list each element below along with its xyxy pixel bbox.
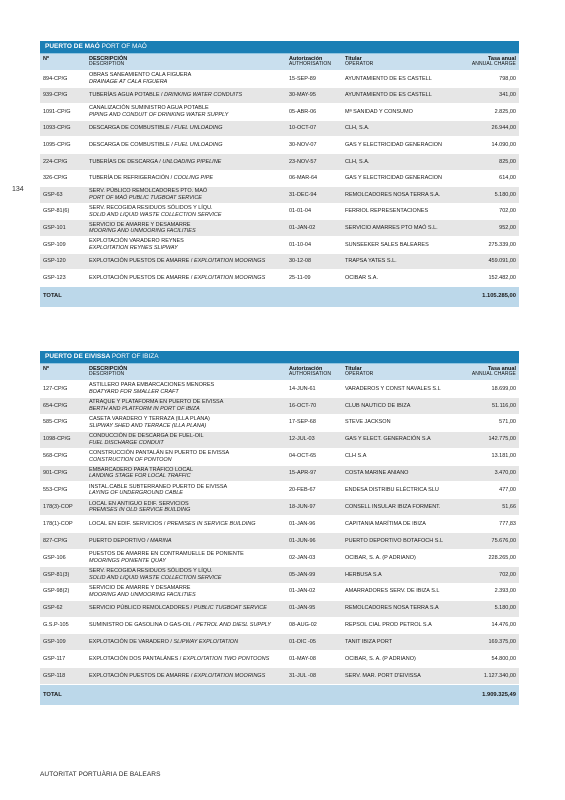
col-operator	[342, 364, 463, 381]
cell-authorisation-date: 12-JUL-03	[286, 431, 342, 448]
cell-annual-charge: 477,00	[463, 482, 519, 499]
cell-description	[86, 414, 286, 431]
description-es: SERV. RECOGIDA RESIDUOS SÓLIDOS Y LÍQU.	[89, 205, 213, 212]
cell-description	[86, 187, 286, 204]
cell-authorisation-date: 31-DEC-94	[286, 187, 342, 204]
cell-operator: TANIT IBIZA PORT	[342, 634, 463, 651]
cell-no: 1093-CP/G	[40, 120, 86, 137]
description-es: CASETA VARADERO Y TERRAZA (ILLA PLANA)	[89, 416, 210, 423]
cell-operator: SERVICIO AMARRES PTO MAÓ S.L.	[342, 220, 463, 237]
table-row	[40, 71, 519, 88]
cell-no: 939-CP/G	[40, 87, 86, 104]
cell-annual-charge: 5.180,00	[463, 187, 519, 204]
cell-operator: PUERTO DEPORTIVO BOTAFOCH S.L	[342, 533, 463, 550]
description-es: SERV. PÚBLICO REMOLCADORES PTO. MAÓ	[89, 188, 208, 195]
table-row	[40, 120, 519, 137]
cell-annual-charge: 18.699,00	[463, 381, 519, 398]
description-en: UNLOADING PIPELINE	[162, 158, 222, 165]
cell-annual-charge: 1.127.340,00	[463, 668, 519, 685]
description-en: MARINA	[150, 537, 172, 544]
description-en: PUBLIC TUGBOAT SERVICE	[193, 605, 267, 612]
cell-no: GSP-101	[40, 220, 86, 237]
description-es: CONDUCCIÓN DE DESCARGA DE FUEL-OIL	[89, 433, 204, 440]
description-es: PUERTO DEPORTIVO /	[89, 537, 149, 544]
description-es: SERVICIO DE AMARRE Y DESAMARRE	[89, 585, 191, 592]
cell-description	[86, 482, 286, 499]
cell-authorisation-date: 05-ABR-06	[286, 104, 342, 121]
table-row	[40, 414, 519, 431]
cell-authorisation-date: 04-OCT-65	[286, 448, 342, 465]
cell-authorisation-date: 30-NOV-07	[286, 137, 342, 154]
col-authorisation-label: Autorización	[289, 56, 323, 62]
description-en: PREMISES IN OLD SERVICE BUILDING	[89, 507, 191, 514]
table-row	[40, 448, 519, 465]
description-en: PETROL AND DIESL SUPPLY	[196, 622, 271, 629]
cell-no: GSP-117	[40, 651, 86, 668]
cell-no: GSP-118	[40, 668, 86, 685]
cell-authorisation-date: 06-MAR-64	[286, 170, 342, 187]
table-row	[40, 253, 519, 270]
table-row	[40, 617, 519, 634]
table-row	[40, 154, 519, 171]
cell-operator: FERRIOL REPRESENTACIONES	[342, 203, 463, 220]
cell-operator: CONSELL INSULAR IBIZA FORMENT.	[342, 499, 463, 516]
table-row	[40, 203, 519, 220]
description-en: SOLID AND LIQUID WASTE COLLECTION SERVICE	[89, 574, 222, 581]
cell-description	[86, 87, 286, 104]
cell-no: 585-CP/G	[40, 414, 86, 431]
cell-authorisation-date: 01-JAN-02	[286, 583, 342, 600]
cell-description	[86, 253, 286, 270]
cell-no: 901-CP/G	[40, 465, 86, 482]
cell-no: 178(1)-COP	[40, 516, 86, 533]
description-es: DESCARGA DE COMBUSTIBLE /	[89, 125, 173, 132]
description-es: EXPLOTACIÓN DOS PANTALÁNES /	[89, 655, 182, 662]
description-en: PIPING AND CONDUIT OF DRINKING WATER SUPPLY	[89, 112, 229, 119]
col-description-en: DESCRIPTION	[89, 61, 125, 68]
table-row	[40, 499, 519, 516]
cell-operator: OCIBAR S.A.	[342, 270, 463, 287]
table-row	[40, 431, 519, 448]
cell-no: 224-CP/G	[40, 154, 86, 171]
col-authorisation-en: AUTHORISATION	[289, 371, 332, 378]
cell-annual-charge: 777,83	[463, 516, 519, 533]
cell-annual-charge: 169.375,00	[463, 634, 519, 651]
col-description-label: DESCRIPCIÓN	[89, 366, 128, 372]
table-row	[40, 549, 519, 566]
cell-annual-charge: 275.339,00	[463, 237, 519, 254]
cell-no: GSP-109	[40, 634, 86, 651]
cell-operator: GAS Y ELECT. GENERACIÓN S.A	[342, 431, 463, 448]
cell-annual-charge: 142.775,00	[463, 431, 519, 448]
cell-annual-charge: 54.800,00	[463, 651, 519, 668]
description-en: LANDING STAGE FOR LOCAL TRAFFIC	[89, 473, 191, 480]
table-row	[40, 634, 519, 651]
description-es: PUESTOS DE AMARRE EN CONTRAMUELLE DE PONIENTE	[89, 551, 244, 558]
col-no: Nº	[40, 364, 86, 381]
description-es: OBRAS SANEAMIENTO CALA FIGUERA	[89, 72, 192, 79]
cell-operator: CAPITANIA MARÍTIMA DE IBIZA	[342, 516, 463, 533]
table-row	[40, 137, 519, 154]
cell-operator: GAS Y ELECTRICIDAD GENERACION	[342, 170, 463, 187]
cell-annual-charge: 702,00	[463, 566, 519, 583]
cell-description	[86, 566, 286, 583]
section-title-en: PORT OF MAÓ	[101, 43, 147, 50]
cell-description	[86, 448, 286, 465]
cell-description	[86, 397, 286, 414]
description-en: SOLID AND LIQUID WASTE COLLECTION SERVICE	[89, 211, 222, 218]
description-en: COOLING PIPE	[173, 175, 214, 182]
cell-no: GSP-81(3)	[40, 566, 86, 583]
section-header	[40, 351, 519, 364]
section-port-of-ibiza	[40, 351, 519, 706]
cell-authorisation-date: 14-JUN-61	[286, 381, 342, 398]
cell-annual-charge: 228.265,00	[463, 549, 519, 566]
cell-description	[86, 634, 286, 651]
concessions-table	[40, 54, 519, 308]
total-label: TOTAL	[40, 286, 86, 307]
description-en: EXPLOITATION REYNES SLIPWAY	[89, 244, 178, 251]
cell-description	[86, 499, 286, 516]
cell-no: GSP-81(6)	[40, 203, 86, 220]
table-row	[40, 583, 519, 600]
col-annual-charge-label: Tasa anual	[487, 56, 516, 62]
table-row	[40, 668, 519, 685]
col-annual-charge	[463, 54, 519, 71]
cell-annual-charge: 825,00	[463, 154, 519, 171]
cell-description	[86, 465, 286, 482]
cell-description	[86, 237, 286, 254]
cell-no: 127-CP/G	[40, 381, 86, 398]
col-operator-en: OPERATOR	[345, 61, 374, 68]
description-es: SERVICIO PÚBLICO REMOLCADORES /	[89, 605, 193, 612]
cell-no: 894-CP/G	[40, 71, 86, 88]
cell-operator: STEVE JACKSON	[342, 414, 463, 431]
description-en: BOATYARD FOR SMALLER CRAFT	[89, 389, 179, 395]
cell-annual-charge: 14.090,00	[463, 137, 519, 154]
table-body	[40, 381, 519, 685]
cell-annual-charge: 152.482,00	[463, 270, 519, 287]
table-row	[40, 170, 519, 187]
description-en: SLIPWAY SHED AND TERRACE (ILLA PLANA)	[89, 422, 207, 429]
description-es: ASTILLERO PARA EMBARCACIONES MENORES	[89, 382, 215, 389]
description-en: FUEL UNLOADING	[174, 125, 223, 132]
description-es: EXPLOTACIÓN PUESTOS DE AMARRE /	[89, 672, 193, 679]
col-annual-charge-en: ANNUAL CHARGE	[471, 61, 516, 68]
cell-annual-charge: 798,00	[463, 71, 519, 88]
cell-annual-charge: 13.181,00	[463, 448, 519, 465]
section-title: PUERTO DE MAÓ	[45, 43, 100, 50]
cell-annual-charge: 341,00	[463, 87, 519, 104]
description-es: EXPLOTACIÓN PUESTOS DE AMARRE /	[89, 258, 193, 265]
footer-authority-name: AUTORITAT PORTUÀRIA DE BALEARS	[40, 771, 161, 778]
cell-authorisation-date: 23-NOV-57	[286, 154, 342, 171]
cell-annual-charge: 5.180,00	[463, 600, 519, 617]
cell-description	[86, 600, 286, 617]
cell-no: GSP-123	[40, 270, 86, 287]
col-annual-charge	[463, 364, 519, 381]
total-label: TOTAL	[40, 685, 86, 706]
table-body	[40, 71, 519, 287]
cell-authorisation-date: 01-JAN-02	[286, 220, 342, 237]
description-en: MOORINGS PONIENTE QUAY	[89, 557, 166, 564]
description-es: LOCAL EN EDIF. SERVICIOS /	[89, 520, 166, 527]
col-operator-label: Titular	[345, 366, 362, 372]
page-number: 134	[12, 186, 24, 193]
section-title: PUERTO DE EIVISSA	[45, 353, 111, 360]
cell-no: GSP-62	[40, 600, 86, 617]
cell-no: 654-CP/G	[40, 397, 86, 414]
cell-no: 1095-CP/G	[40, 137, 86, 154]
col-annual-charge-en: ANNUAL CHARGE	[471, 371, 516, 378]
cell-authorisation-date: 08-AUG-02	[286, 617, 342, 634]
description-es: TUBERÍA DE REFRIGERACIÓN /	[89, 175, 173, 182]
cell-annual-charge: 14.476,00	[463, 617, 519, 634]
description-en: FUEL DISCHARGE CONDUIT	[89, 439, 164, 446]
description-en: SLIPWAY EXPLOITATION	[173, 639, 239, 646]
total-value: 1.105.285,00	[463, 286, 519, 307]
description-en: LAYING OF UNDERGROUND CABLE	[89, 490, 183, 497]
table-row	[40, 566, 519, 583]
cell-description	[86, 137, 286, 154]
col-operator	[342, 54, 463, 71]
cell-operator: SERV. MAR. PORT D'EIVISSA	[342, 668, 463, 685]
cell-authorisation-date: 16-OCT-70	[286, 397, 342, 414]
cell-description	[86, 154, 286, 171]
cell-annual-charge: 3.470,00	[463, 465, 519, 482]
cell-operator: HERBUSA S.A	[342, 566, 463, 583]
table-row	[40, 104, 519, 121]
cell-operator: GAS Y ELECTRICIDAD GENERACION	[342, 137, 463, 154]
description-en: EXPLOITATION TWO PONTOONS	[182, 655, 270, 662]
table-row	[40, 533, 519, 550]
description-en: MOORING AND UNMOORING FACILITIES	[89, 591, 196, 598]
cell-authorisation-date: 01-10-04	[286, 237, 342, 254]
table-row	[40, 482, 519, 499]
cell-authorisation-date: 01-JAN-95	[286, 600, 342, 617]
table-row	[40, 600, 519, 617]
description-es: SUMINISTRO DE GASOLINA O GAS-OIL /	[89, 622, 195, 629]
cell-authorisation-date: 17-SEP-68	[286, 414, 342, 431]
cell-no: GSP-98(2)	[40, 583, 86, 600]
description-es: INSTAL.CABLE SUBTERRANEO PUERTO DE EIVISSA	[89, 483, 228, 490]
total-row	[40, 685, 519, 706]
cell-operator: AMARRADORES SERV. DE IBIZA S.L	[342, 583, 463, 600]
description-es: EXPLOTACIÓN VARADERO REYNES	[89, 238, 184, 245]
cell-operator: OCIBAR, S. A. (P ADRIANO)	[342, 549, 463, 566]
cell-authorisation-date: 30-12-08	[286, 253, 342, 270]
cell-description	[86, 533, 286, 550]
cell-annual-charge: 2.393,00	[463, 583, 519, 600]
cell-no: 178(3)-COP	[40, 499, 86, 516]
description-es: EXPLOTACIÓN PUESTOS DE AMARRE /	[89, 274, 193, 281]
table-row	[40, 270, 519, 287]
cell-description	[86, 583, 286, 600]
cell-authorisation-date: 01-MAY-08	[286, 651, 342, 668]
description-es: SERV. RECOGIDA RESIDUOS SÓLIDOS Y LÍQU.	[89, 568, 213, 575]
cell-operator: AYUNTAMIENTO DE ES CASTELL	[342, 71, 463, 88]
cell-annual-charge: 51.116,00	[463, 397, 519, 414]
description-en: PORT OF MAÓ PUBLIC TUGBOAT SERVICE	[89, 195, 202, 202]
cell-no: GSP-106	[40, 549, 86, 566]
description-es: DESCARGA DE COMBUSTIBLE /	[89, 141, 173, 148]
table-row	[40, 465, 519, 482]
description-es: CONSTRUCCIÓN PANTALÁN EN PUERTO DE EIVISSA	[89, 449, 230, 456]
cell-annual-charge: 75.676,00	[463, 533, 519, 550]
section-header	[40, 41, 519, 54]
table-row	[40, 397, 519, 414]
cell-operator: Mª SANIDAD Y CONSUMO	[342, 104, 463, 121]
cell-operator: VARADEROS Y CONST NAVALES S.L	[342, 381, 463, 398]
description-en: EXPLOITATION MOORINGS	[193, 258, 266, 265]
cell-operator: CLH S.A	[342, 448, 463, 465]
col-description	[86, 364, 286, 381]
cell-operator: AYUNTAMIENTO DE ES CASTELL	[342, 87, 463, 104]
cell-authorisation-date: 02-JAN-03	[286, 549, 342, 566]
cell-description	[86, 270, 286, 287]
col-authorisation-label: Autorización	[289, 366, 323, 372]
table-row	[40, 237, 519, 254]
section-port-of-mao	[40, 41, 519, 308]
description-es: TUBERÍAS DE DESCARGA /	[89, 158, 161, 165]
cell-no: 1091-CP/G	[40, 104, 86, 121]
cell-operator: REMOLCADORES NOSA TERRA S.A	[342, 600, 463, 617]
description-en: CONSTRUCTION OF PONTOON	[89, 456, 172, 463]
cell-annual-charge: 571,00	[463, 414, 519, 431]
cell-description	[86, 71, 286, 88]
cell-authorisation-date: 25-11-09	[286, 270, 342, 287]
cell-authorisation-date: 01-01-04	[286, 203, 342, 220]
cell-description	[86, 617, 286, 634]
description-es: CANALIZACIÓN SUMINISTRO AGUA POTABLE	[89, 105, 209, 112]
cell-description	[86, 381, 286, 398]
cell-authorisation-date: 10-OCT-07	[286, 120, 342, 137]
table-row	[40, 220, 519, 237]
cell-annual-charge: 614,00	[463, 170, 519, 187]
table-row	[40, 187, 519, 204]
description-es: EMBARCADERO PARA TRÁFICO LOCAL	[89, 466, 194, 473]
cell-no: GSP-63	[40, 187, 86, 204]
cell-description	[86, 120, 286, 137]
cell-authorisation-date: 15-APR-97	[286, 465, 342, 482]
cell-operator: TRAPSA YATES S.L.	[342, 253, 463, 270]
col-description-en: DESCRIPTION	[89, 371, 125, 378]
cell-authorisation-date: 01-JUN-96	[286, 533, 342, 550]
table-header-row	[40, 364, 519, 381]
col-annual-charge-label: Tasa anual	[487, 366, 516, 372]
table-header-row	[40, 54, 519, 71]
col-description-label: DESCRIPCIÓN	[89, 56, 128, 62]
cell-no: GSP-120	[40, 253, 86, 270]
cell-annual-charge: 26.944,00	[463, 120, 519, 137]
cell-operator: CLH, S.A.	[342, 120, 463, 137]
cell-no: GSP-109	[40, 237, 86, 254]
cell-no: 568-CP/G	[40, 448, 86, 465]
description-es: EXPLOTACIÓN DE VARADERO /	[89, 639, 172, 646]
description-es: ATRAQUE Y PLATAFORMA EN PUERTO DE EIVISSA	[89, 399, 224, 406]
cell-annual-charge: 459.091,00	[463, 253, 519, 270]
description-en: MOORING AND UNMOORING FACILITIES	[89, 228, 196, 235]
description-en: BERTH AND PLATFORM IN PORT OF IBIZA	[89, 405, 200, 412]
col-operator-label: Titular	[345, 56, 362, 62]
concessions-table	[40, 364, 519, 706]
description-es: LOCAL EN ANTIGUO EDIF. SERVICIOS	[89, 500, 189, 507]
cell-annual-charge: 702,00	[463, 203, 519, 220]
cell-authorisation-date: 01-DIC -05	[286, 634, 342, 651]
cell-operator: OCIBAR, S. A. (P ADRIANO)	[342, 651, 463, 668]
table-row	[40, 651, 519, 668]
col-no: Nº	[40, 54, 86, 71]
cell-authorisation-date: 30-MAY-95	[286, 87, 342, 104]
cell-description	[86, 203, 286, 220]
col-authorisation	[286, 364, 342, 381]
description-es: SERVICIO DE AMARRE Y DESAMARRE	[89, 221, 191, 228]
cell-description	[86, 668, 286, 685]
cell-operator: COSTA MARINE ANIANO	[342, 465, 463, 482]
col-description	[86, 54, 286, 71]
section-title-en: PORT OF IBIZA	[111, 353, 159, 360]
description-en: DRAINAGE AT CALA FIGUERA	[89, 78, 168, 85]
description-en: EXPLOITATION MOORINGS	[193, 672, 266, 679]
cell-operator: CLUB NAUTICO DE IBIZA	[342, 397, 463, 414]
total-value: 1.909.325,49	[463, 685, 519, 706]
description-en: EXPLOITATION MOORINGS	[193, 274, 266, 281]
cell-description	[86, 651, 286, 668]
cell-annual-charge: 51,66	[463, 499, 519, 516]
cell-description	[86, 170, 286, 187]
cell-operator: SUNSEEKER SALES BALEARES	[342, 237, 463, 254]
cell-annual-charge: 2.825,00	[463, 104, 519, 121]
cell-authorisation-date: 15-SEP-89	[286, 71, 342, 88]
cell-no: 1098-CP/G	[40, 431, 86, 448]
cell-operator: REPSOL CIAL PROD PETROL S.A	[342, 617, 463, 634]
cell-authorisation-date: 05-JAN-99	[286, 566, 342, 583]
description-en: DRINKING WATER CONDUITS	[164, 92, 243, 99]
table-row	[40, 87, 519, 104]
cell-description	[86, 549, 286, 566]
cell-operator: REMOLCADORES NOSA TERRA S.A.	[342, 187, 463, 204]
description-es: TUBERÍAS AGUA POTABLE /	[89, 92, 163, 99]
cell-description	[86, 104, 286, 121]
col-authorisation-en: AUTHORISATION	[289, 61, 332, 68]
total-row	[40, 286, 519, 307]
col-operator-en: OPERATOR	[345, 371, 374, 378]
cell-no: 326-CP/G	[40, 170, 86, 187]
cell-description	[86, 431, 286, 448]
cell-no: G.S.P-105	[40, 617, 86, 634]
cell-authorisation-date: 18-JUN-97	[286, 499, 342, 516]
cell-annual-charge: 952,00	[463, 220, 519, 237]
description-en: FUEL UNLOADING	[174, 141, 223, 148]
table-row	[40, 516, 519, 533]
cell-no: 827-CP/G	[40, 533, 86, 550]
description-en: PREMISES IN SERVICE BUILDING	[166, 520, 256, 527]
cell-operator: CLH, S.A.	[342, 154, 463, 171]
cell-no: 553-CP/G	[40, 482, 86, 499]
cell-authorisation-date: 01-JAN-96	[286, 516, 342, 533]
table-row	[40, 381, 519, 398]
cell-description	[86, 220, 286, 237]
col-authorisation	[286, 54, 342, 71]
cell-description	[86, 516, 286, 533]
cell-authorisation-date: 20-FEB-67	[286, 482, 342, 499]
cell-operator: ENDESA DISTRIBU ELÉCTRICA SLU	[342, 482, 463, 499]
cell-authorisation-date: 31-JUL -08	[286, 668, 342, 685]
